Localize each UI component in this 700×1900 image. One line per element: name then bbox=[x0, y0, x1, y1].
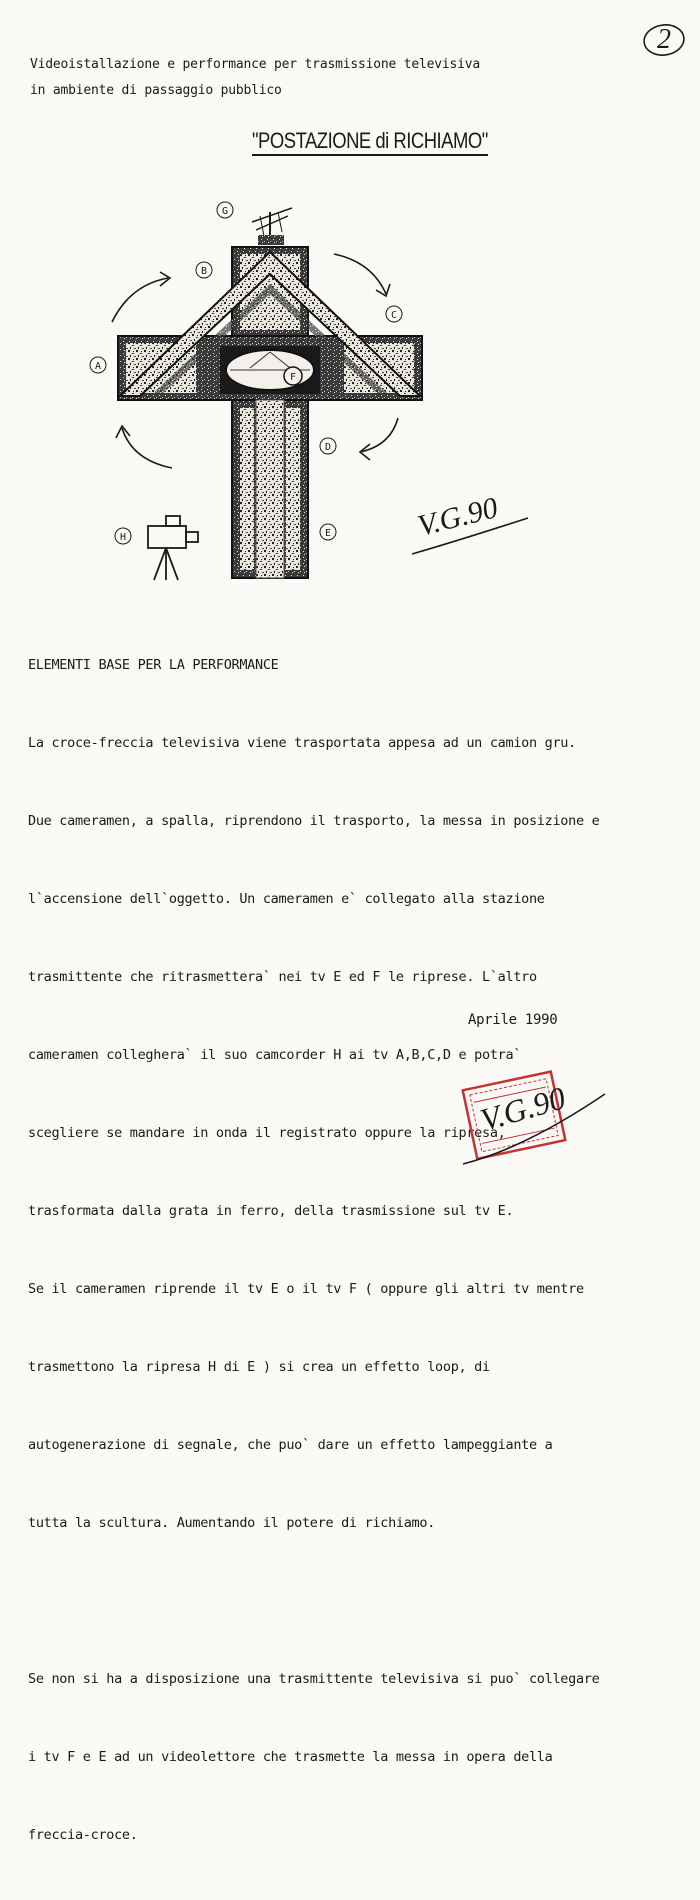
body-line: Se il cameramen riprende il tv E o il tv F ( oppure gli altri tv mentre bbox=[28, 1281, 584, 1297]
body-line: trasmettono la ripresa H di E ) si crea un effetto loop, di bbox=[28, 1359, 490, 1375]
body-line: scegliere se mandare in onda il registrato oppure la ripresa, bbox=[28, 1125, 506, 1141]
camcorder-h bbox=[148, 516, 198, 580]
label-b bbox=[196, 262, 212, 278]
body-line: Se non si ha a disposizione una trasmittente televisiva si puo` collegare bbox=[28, 1671, 600, 1687]
body-line: i tv F e E ad un videolettore che trasmette la messa in opera della bbox=[28, 1749, 553, 1765]
label-h bbox=[115, 528, 131, 544]
body-line: l`accensione dell`oggetto. Un cameramen e` collegato alla stazione bbox=[28, 891, 545, 907]
svg-text:C: C bbox=[390, 310, 398, 321]
signature bbox=[400, 480, 540, 560]
body-line: cameramen colleghera` il suo camcorder H ai tv A,B,C,D e potra` bbox=[28, 1047, 522, 1063]
label-a bbox=[90, 357, 106, 373]
body-line: tutta la scultura. Aumentando il potere di richiamo. bbox=[28, 1515, 436, 1531]
antenna-g bbox=[252, 208, 292, 245]
svg-text:G: G bbox=[221, 206, 229, 217]
svg-text:D: D bbox=[324, 442, 332, 453]
page-title: "POSTAZIONE di RICHIAMO" bbox=[252, 128, 488, 156]
label-f bbox=[290, 372, 296, 383]
svg-text:F: F bbox=[289, 372, 297, 383]
label-c bbox=[386, 306, 402, 322]
svg-text:V.G.90: V.G.90 bbox=[476, 1079, 570, 1138]
svg-text:E: E bbox=[324, 528, 332, 539]
svg-text:H: H bbox=[119, 532, 127, 543]
header bbox=[30, 52, 480, 104]
paragraph-gap bbox=[28, 1588, 688, 1614]
cross-arrow-diagram bbox=[80, 190, 440, 590]
body-text bbox=[28, 600, 688, 1900]
header-line-1: Videoistallazione e performance per trasmissione televisiva bbox=[30, 57, 480, 72]
label-g bbox=[217, 202, 233, 218]
body-line: Due cameramen, a spalla, riprendono il trasporto, la messa in posizione e bbox=[28, 813, 600, 829]
svg-text:B: B bbox=[200, 266, 208, 277]
label-e bbox=[320, 524, 336, 540]
body-line: trasmittente che ritrasmettera` nei tv E ed F le riprese. L`altro bbox=[28, 969, 537, 985]
page-number bbox=[642, 22, 686, 58]
body-line: trasformata dalla grata in ferro, della trasmissione sul tv E. bbox=[28, 1203, 514, 1219]
body-heading: ELEMENTI BASE PER LA PERFORMANCE bbox=[28, 657, 279, 673]
label-d bbox=[320, 438, 336, 454]
body-line: autogenerazione di segnale, che puo` dare un effetto lampeggiante a bbox=[28, 1437, 553, 1453]
svg-text:V.G.90: V.G.90 bbox=[414, 491, 502, 543]
stamp-signature bbox=[455, 1060, 615, 1170]
page-number-text: 2 bbox=[657, 24, 671, 55]
header-line-2: in ambiente di passaggio pubblico bbox=[30, 83, 282, 98]
document-date: Aprile 1990 bbox=[468, 1012, 558, 1028]
body-line: freccia-croce. bbox=[28, 1827, 138, 1843]
svg-text:A: A bbox=[94, 361, 102, 372]
body-line: La croce-freccia televisiva viene trasportata appesa ad un camion gru. bbox=[28, 735, 576, 751]
